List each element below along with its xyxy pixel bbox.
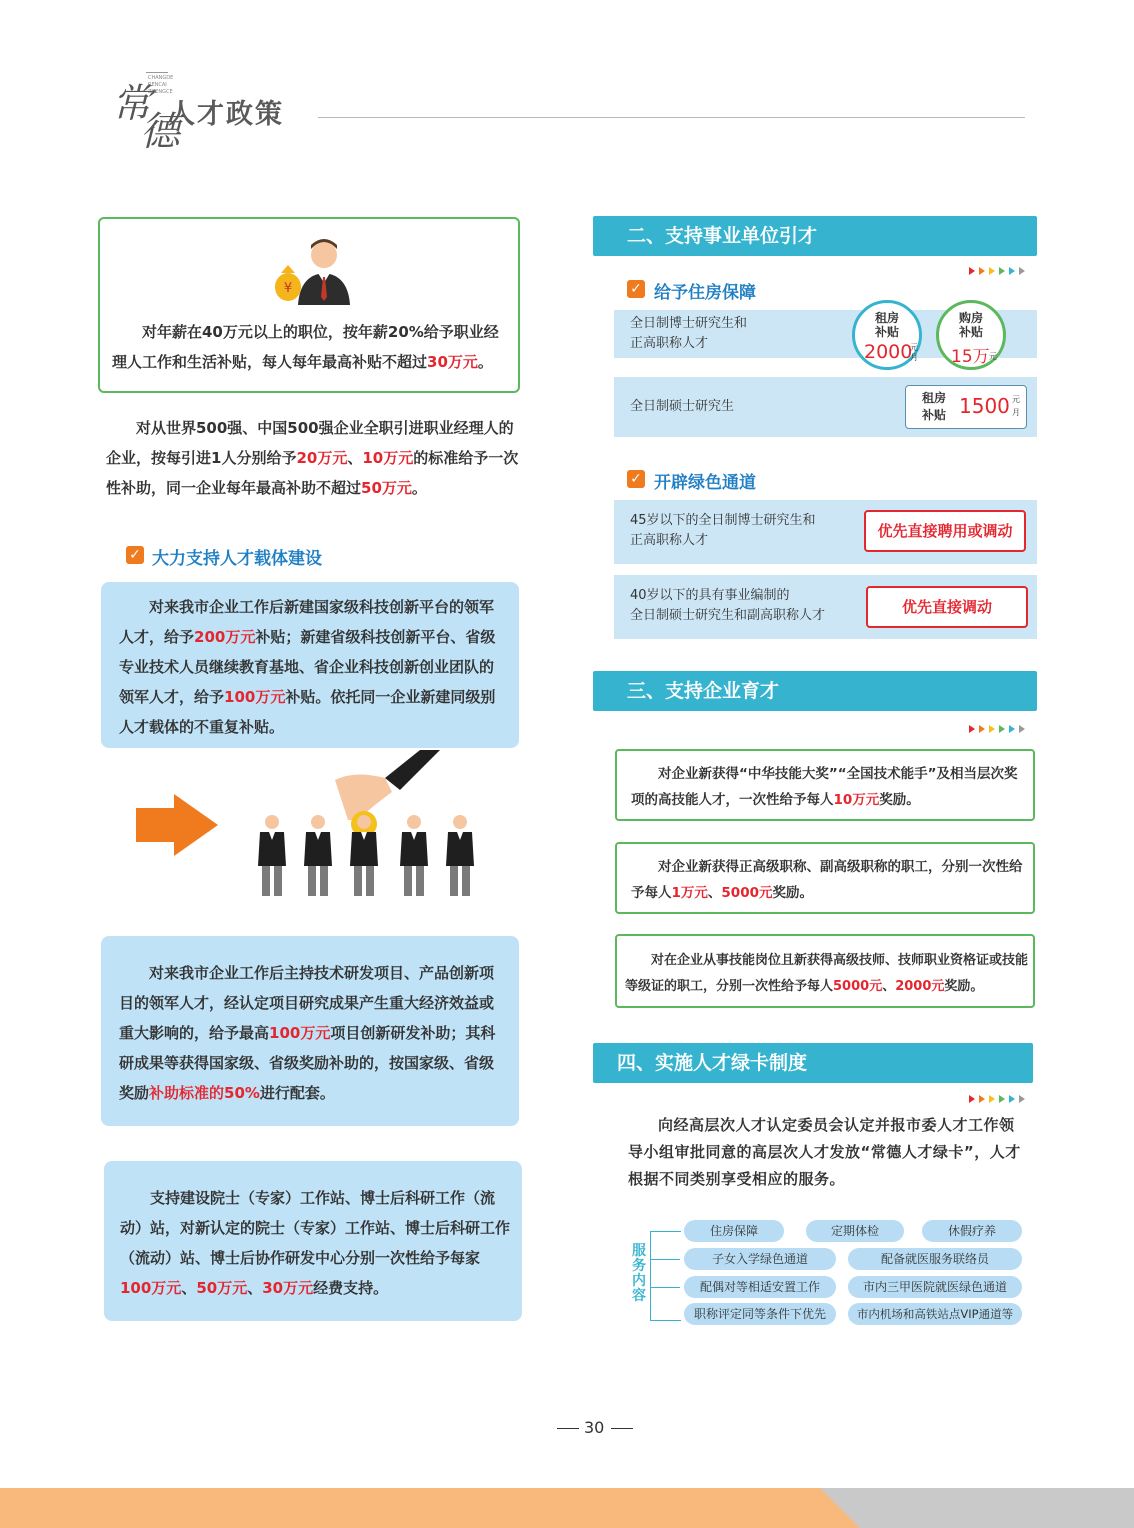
page-number-dash-left [557,1428,579,1429]
b2-text-a: 对企业新获得正高级职称、副高级职称的职工，分别一次性给予每人 [631,859,1023,901]
master-rent-value: 1500 [959,394,1010,418]
logo-small-1: CHANGDE [148,75,174,81]
box4-text-a: 对来我市企业工作后主持技术研发项目、产品创新项目的领军人才，经认定项目研究成果产生重大经济效益或重大影响的，给予最高 [119,964,495,1042]
service-pill-vacation: 休假疗养 [922,1220,1022,1242]
b1-text-a: 对企业新获得“中华技能大奖”“全国技术能手”及相当层次奖项的高技能人才，一次性给予每人 [631,766,1018,808]
rent-label-2: 补贴 [874,325,899,339]
buy-label-2: 补贴 [958,325,983,339]
master-channel-text-1: 40岁以下的具有事业编制的 [630,588,790,603]
rent-label-1: 租房 [874,311,899,325]
b1-amount: 10万元 [833,792,880,808]
header-divider [318,117,1025,118]
rent-unit-1: 元 [910,343,918,352]
master-rent-unit-2: 月 [1012,408,1020,417]
b3-amount-2: 2000元 [895,979,945,994]
box5-text-b: 经费支持。 [313,1279,389,1297]
box5-sep-2: 、 [247,1279,263,1297]
service-pill-school: 子女入学绿色通道 [684,1248,836,1270]
p2-amount-1: 20万元 [296,449,348,467]
b2-sep: 、 [707,885,722,901]
technician-award-text [625,948,1033,1000]
rd-project-box [101,936,519,1126]
logo-small-2: RENCAI [148,82,167,88]
box5-amount-3: 30万元 [262,1279,314,1297]
p2-amount-2: 10万元 [362,449,414,467]
service-label-4: 容 [632,1288,646,1304]
box4-amount-1: 100万元 [269,1024,331,1042]
buy-label-1: 购房 [958,311,983,325]
box5-text-a: 支持建设院士（专家）工作站、博士后科研工作（流动）站，对新认定的院士（专家）工作站、博士后科研工作（流动）站、博士后协作研发中心分别一次性给予每家 [120,1189,511,1267]
box5-sep-1: 、 [181,1279,197,1297]
rent-subsidy-circle [852,300,922,370]
box3-amount-2: 100万元 [224,688,286,706]
phd-channel-row [614,500,1037,564]
master-channel-row [614,575,1037,639]
rd-project-text [119,958,507,1108]
workstation-text [120,1183,510,1303]
master-rent-box [905,385,1027,429]
p2-amount-3: 50万元 [361,479,412,497]
phd-channel-badge: 优先直接聘用或调动 [864,510,1026,552]
header-title: 人才政策 [168,99,284,130]
service-bracket [650,1231,681,1321]
section2-title: 二、支持事业单位引才 [593,216,1037,256]
manager-subsidy-box [98,217,520,393]
service-bracket-mid1 [650,1259,680,1260]
b3-text-b: 奖励。 [944,979,984,994]
p2-text-c: 。 [411,479,427,497]
b2-amount-1: 1万元 [671,885,708,901]
platform-subsidy-box [101,582,519,748]
b1-text-b: 奖励。 [879,792,920,808]
box3-amount-1: 200万元 [194,628,256,646]
service-label-1: 服 [632,1243,646,1259]
logo-small-3: ZHENGCE [148,89,173,95]
master-rent-unit-1: 元 [1012,395,1020,404]
phd-housing-text-2: 正高职称人才 [630,336,709,351]
skill-award-box [615,749,1035,821]
service-label [629,1244,649,1304]
box3-text-b: 补贴；新建省级科技创新平台、省级专业技术人员继续教育基地、省企业科技创新创业团队的领军人才，给予 [119,628,496,706]
service-label-3: 内 [632,1273,646,1289]
service-label-2: 务 [632,1258,646,1274]
box1-text-a: 对年薪在40万元以上的职位，按年薪20%给予职业经理人工作和生活补贴，每人每年最高补贴不超过 [112,323,499,371]
manager-subsidy-text [112,317,512,377]
p2-text-b: 的标准给予一次性补助，同一企业每年最高补助不超过 [106,449,519,497]
service-pill-medical-liaison: 配备就医服务联络员 [848,1248,1022,1270]
logo-bracket [146,72,168,73]
phd-housing-text-1: 全日制博士研究生和 [630,316,748,331]
section3-title: 三、支持企业育才 [593,671,1037,711]
talent-selection-illustration [130,750,490,900]
b3-amount-1: 5000元 [833,979,883,994]
box1-text-b: 。 [477,353,493,371]
service-bracket-mid2 [650,1287,680,1288]
box4-amount-2: 补助标准的50% [149,1084,260,1102]
master-channel-badge: 优先直接调动 [866,586,1028,628]
b2-amount-2: 5000元 [721,885,773,901]
master-rent-label-2: 补贴 [922,408,947,422]
section3-arrows [965,718,1025,737]
svg-text:¥: ¥ [283,281,293,296]
service-pill-spouse: 配偶对等相适安置工作 [684,1276,836,1298]
header-logo [110,72,180,155]
box3-text-c: 补贴。依托同一企业新建同级别人才载体的不重复补贴。 [119,688,496,736]
fortune500-text [106,413,522,503]
orange-arrow-icon [136,794,218,856]
businessman-icon [266,235,356,305]
master-channel-text-2: 全日制硕士研究生和副高职称人才 [630,608,826,623]
p2-text-a: 对从世界500强、中国500强企业全职引进职业经理人的企业，按每引进1人分别给予 [106,419,514,467]
master-rent-label-1: 租房 [922,391,947,405]
master-housing-text: 全日制硕士研究生 [630,399,735,414]
title-award-text [631,854,1023,906]
carrier-subhead: 大力支持人才载体建设 [152,549,322,569]
service-pill-checkup: 定期体检 [806,1220,904,1242]
logo-char-2: 德 [140,109,180,155]
platform-subsidy-text [119,592,507,742]
green-channel-check-icon: ✓ [627,470,645,488]
p2-sep: 、 [347,449,363,467]
b3-sep: 、 [882,979,896,994]
green-card-text: 向经高层次人才认定委员会认定并报市委人才工作领导小组审批同意的高层次人才发放“常德人才绿卡”，人才根据不同类别享受相应的服务。 [628,1116,1021,1188]
logo-char-1: 常 [112,81,152,127]
box1-amount: 30万元 [427,353,478,371]
service-pill-title: 职称评定同等条件下优先 [684,1303,836,1325]
phd-channel-text-1: 45岁以下的全日制博士研究生和 [630,513,816,528]
housing-subhead: 给予住房保障 [654,283,756,303]
box4-text-b: 项目创新研发补助；其科研成果等获得国家级、省级奖励补助的，按国家级、省级奖励 [119,1024,496,1102]
box4-text-c: 进行配套。 [259,1084,335,1102]
page-number-dash-right [611,1428,633,1429]
housing-check-icon: ✓ [627,280,645,298]
section4-title: 四、实施人才绿卡制度 [593,1043,1033,1083]
service-pill-vip: 市内机场和高铁站点VIP通道等 [848,1303,1022,1325]
footer-bar-grey [820,1488,1134,1528]
green-channel-subhead: 开辟绿色通道 [654,473,756,493]
workstation-box [104,1161,522,1321]
section2-arrows [965,260,1025,279]
box5-amount-1: 100万元 [120,1279,182,1297]
rent-unit-2: 月 [910,353,918,362]
box5-amount-2: 50万元 [196,1279,248,1297]
service-pill-housing: 住房保障 [684,1220,784,1242]
buy-value: 15万 [951,347,990,367]
page-number: 30 [584,1418,605,1437]
section4-arrows [965,1088,1025,1107]
skill-award-text [631,761,1023,813]
buy-subsidy-circle [936,300,1006,370]
checkbox-icon: ✓ [126,546,144,564]
phd-channel-text-2: 正高职称人才 [630,533,709,548]
box3-text-a: 对来我市企业工作后新建国家级科技创新平台的领军人才，给予 [119,598,495,646]
buy-unit: 元 [989,352,997,361]
b3-text-a: 对在企业从事技能岗位且新获得高级技师、技师职业资格证或技能等级证的职工，分别一次性给予每人 [625,953,1029,994]
service-pill-hospital: 市内三甲医院就医绿色通道 [848,1276,1022,1298]
b2-text-b: 奖励。 [772,885,813,901]
title-award-box [615,842,1035,914]
rent-value: 2000 [864,341,913,363]
master-housing-row [614,377,1037,437]
technician-award-box [615,934,1035,1008]
